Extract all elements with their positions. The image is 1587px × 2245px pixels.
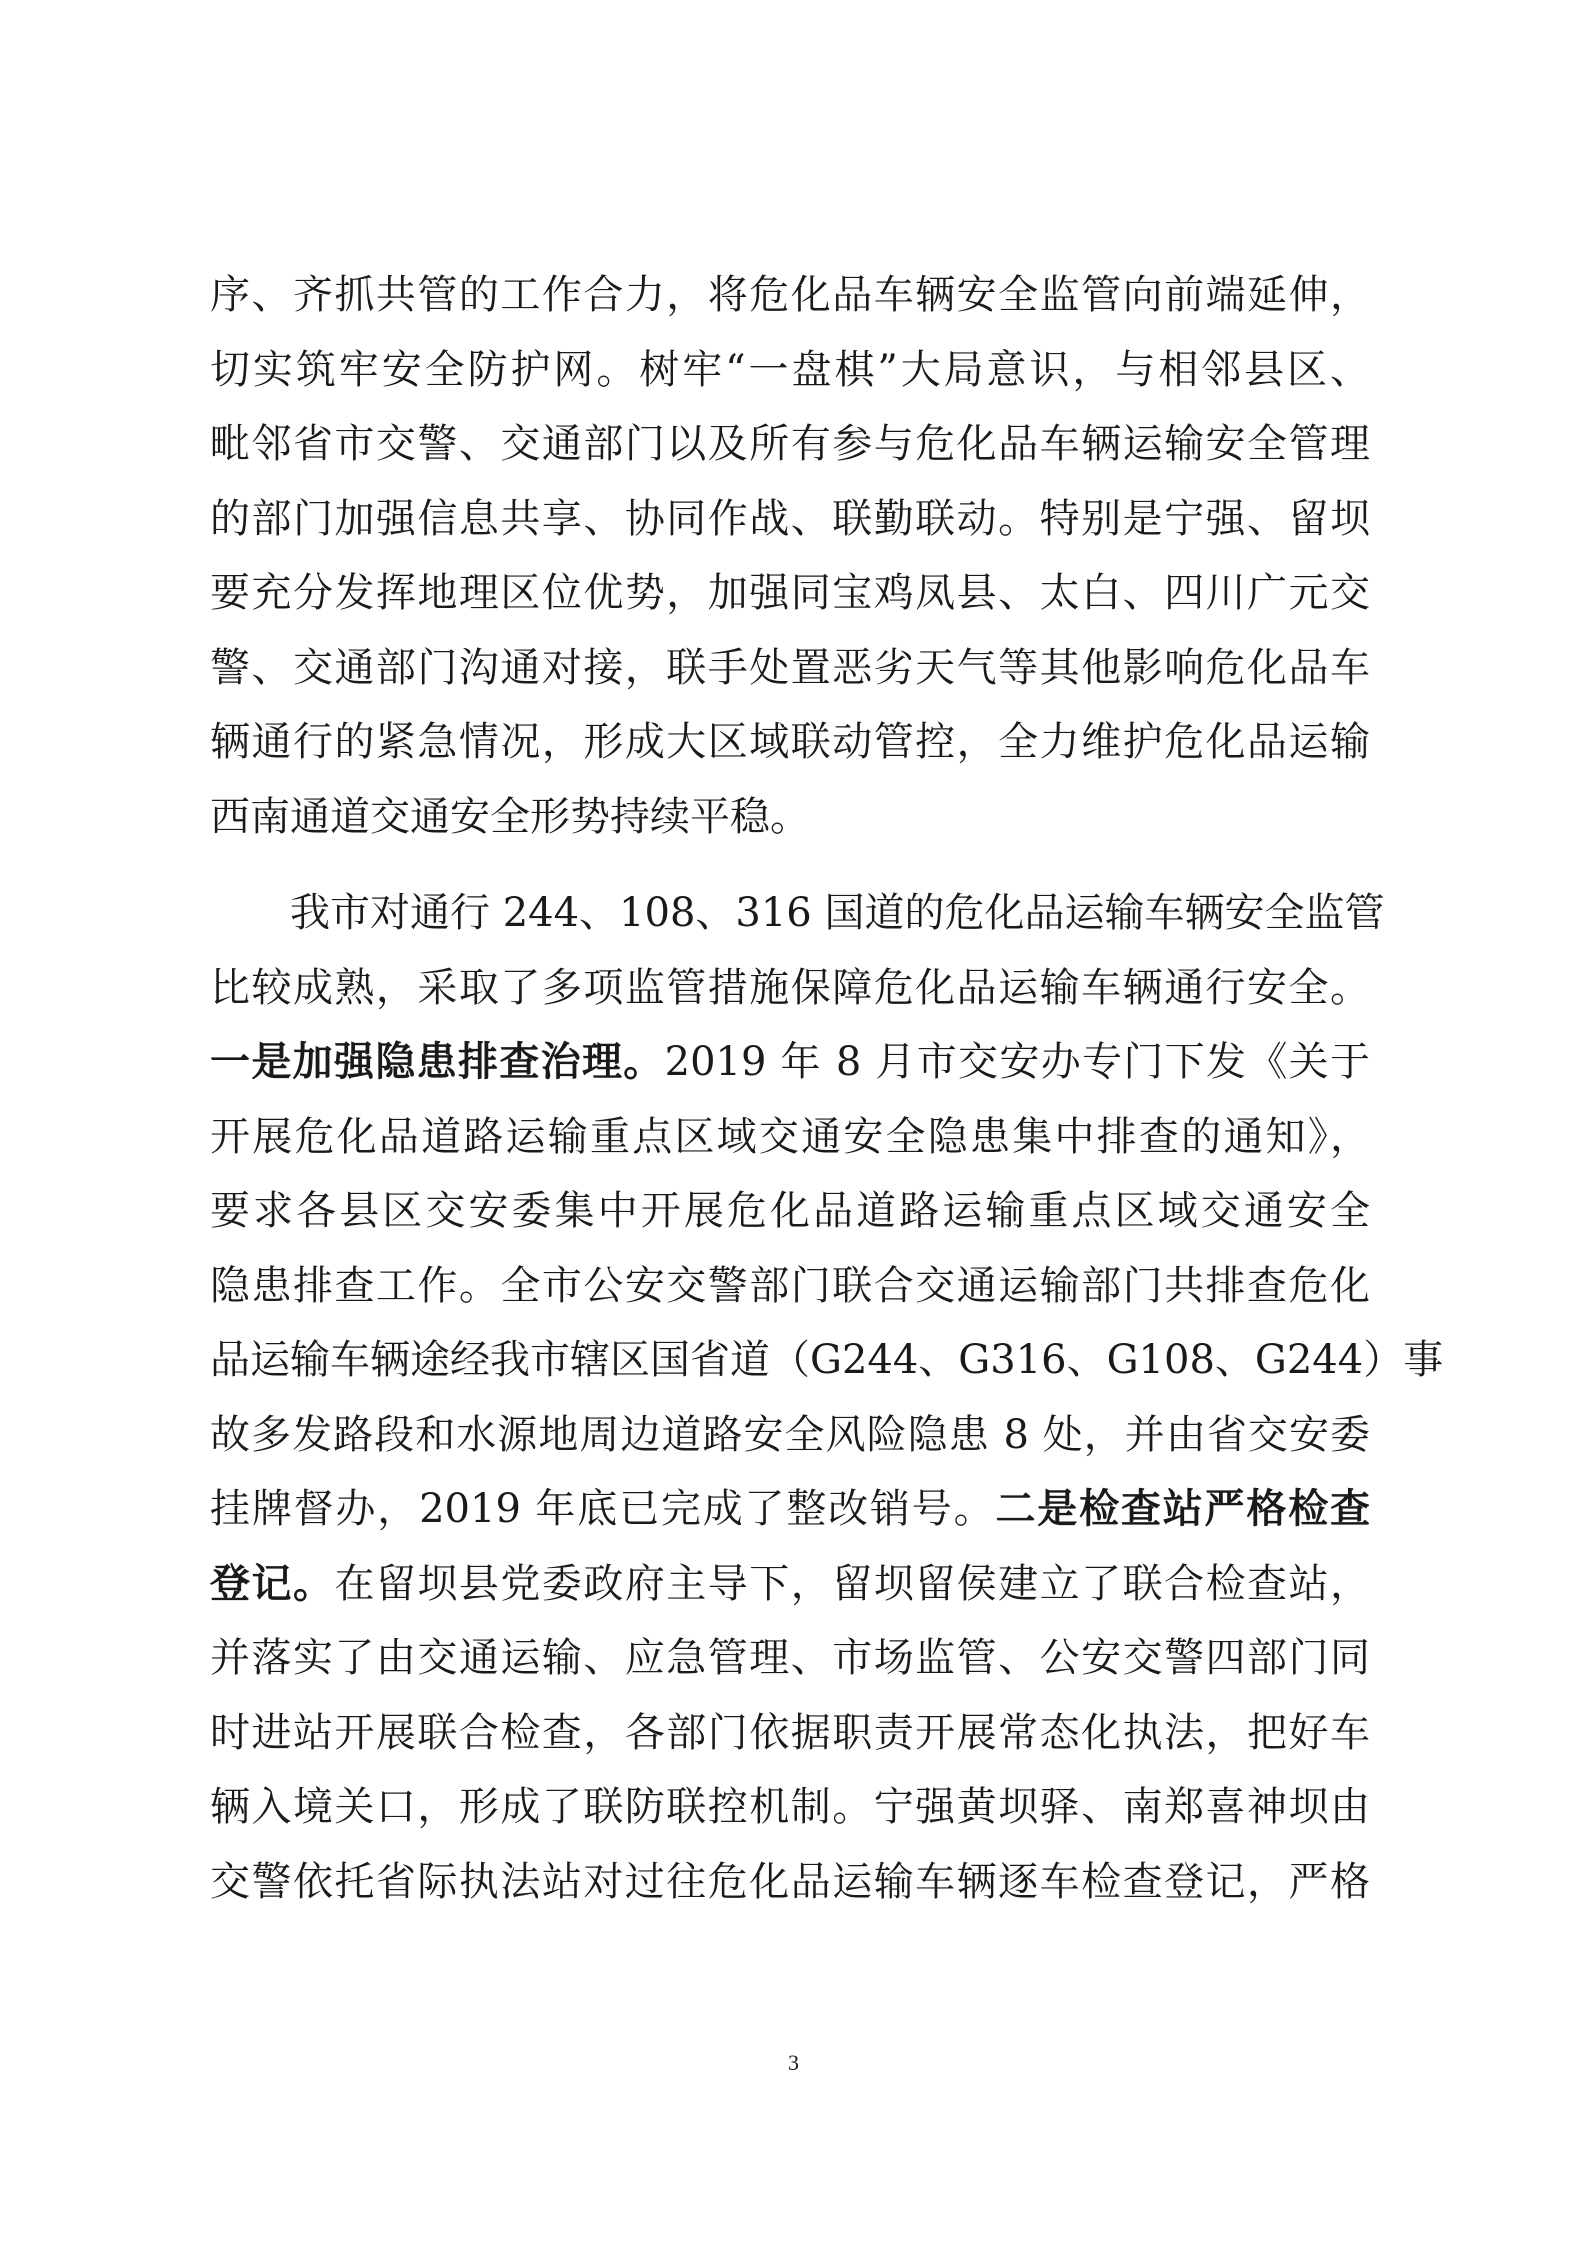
text-line	[210, 1547, 1370, 1622]
text-line: 比较成熟，采取了多项监管措施保障危化品运输车辆通行安全。	[210, 964, 1370, 1011]
text-line: 的部门加强信息共享、协同作战、联勤联动。特别是宁强、留坝	[210, 495, 1370, 542]
text-line: 切实筑牢安全防护网。树牢“一盘棋”大局意识，与相邻县区、	[210, 346, 1370, 393]
text-line: 交警依托省际执法站对过往危化品运输车辆逐车检查登记，严格	[210, 1858, 1370, 1905]
text-line: 西南通道交通安全形势持续平稳。	[210, 793, 810, 840]
bold-heading-1: 一是加强隐患排查治理。	[210, 1038, 665, 1085]
text-line: 序、齐抓共管的工作合力，将危化品车辆安全监管向前端延伸，	[210, 272, 1370, 318]
text-line	[210, 1025, 1370, 1100]
text-line	[210, 1472, 1370, 1547]
page-number: 3	[788, 2050, 799, 2075]
text-line: 要求各县区交安委集中开展危化品道路运输重点区域交通安全	[210, 1188, 1370, 1234]
text-line: 要充分发挥地理区位优势，加强同宝鸡凤县、太白、四川广元交	[210, 570, 1370, 616]
text-line: 时进站开展联合检查，各部门依据职责开展常态化执法，把好车	[210, 1709, 1370, 1756]
text-line: 辆入境关口，形成了联防联控机制。宁强黄坝驿、南郑喜神坝由	[210, 1784, 1370, 1830]
text-line: 毗邻省市交警、交通部门以及所有参与危化品车辆运输安全管理	[210, 421, 1370, 467]
text-line: 并落实了由交通运输、应急管理、市场监管、公安交警四部门同	[210, 1635, 1370, 1681]
text-line: 辆通行的紧急情况，形成大区域联动管控，全力维护危化品运输	[210, 719, 1370, 765]
text-segment: 挂牌督办，2019 年底已完成了整改销号。	[210, 1486, 996, 1532]
bold-heading-2-end: 登记。	[210, 1559, 335, 1607]
text-line: 故多发路段和水源地周边道路安全风险隐患 8 处，并由省交安委	[210, 1411, 1370, 1458]
text-line: 品运输车辆途经我市辖区国省道（G244、G316、G108、G244）事	[210, 1337, 1444, 1383]
paragraph-1	[210, 258, 1370, 854]
body-text	[210, 258, 1444, 1919]
text-segment: 2019 年 8 月市交安办专门下发《关于	[664, 1039, 1371, 1085]
text-line: 开展危化品道路运输重点区域交通安全隐患集中排查的通知》，	[210, 1113, 1370, 1160]
bold-heading-2: 二是检查站严格检查	[995, 1485, 1371, 1532]
text-segment: 在留坝县党委政府主导下，留坝留侯建立了联合检查站，	[334, 1560, 1371, 1607]
text-line: 隐患排查工作。全市公安交警部门联合交通运输部门共排查危化	[210, 1262, 1370, 1309]
text-line: 我市对通行 244、108、316 国道的危化品运输车辆安全监管	[290, 890, 1385, 936]
paragraph-2	[210, 876, 1444, 1919]
text-line: 警、交通部门沟通对接，联手处置恶劣天气等其他影响危化品车	[210, 644, 1370, 691]
